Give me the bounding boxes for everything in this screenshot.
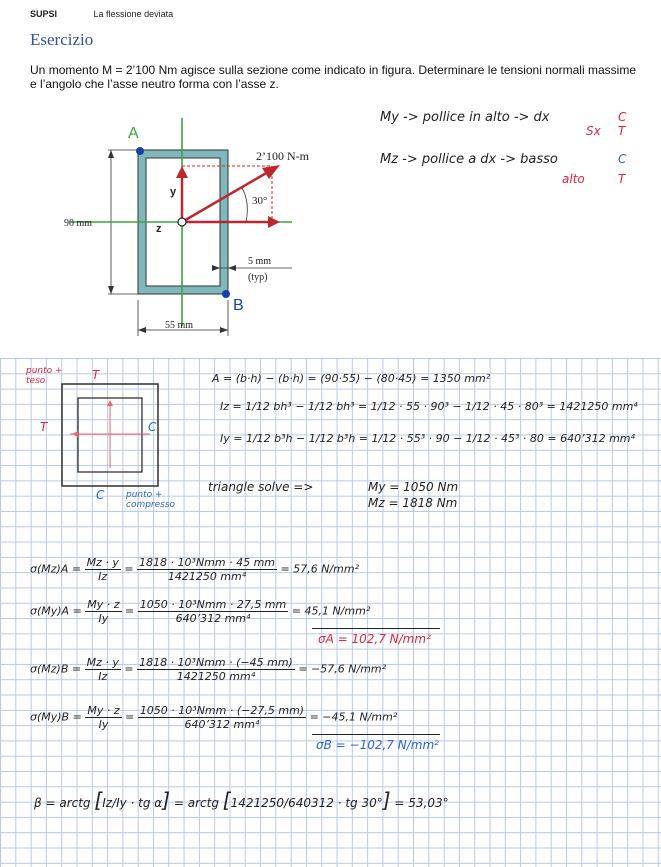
- axis-y-label: y: [170, 186, 177, 198]
- height-label: 90 mm: [64, 218, 93, 229]
- stress-row-1: σ(Mz)A = $\frac{Mz \cdot y}{Iz}$ = $\frac{\text{1818 · 10³Nmm · 45 mm}}{\text{1421250 mm⁴}}$ = 57,6 N/mm²: [30, 556, 359, 583]
- label-b: B: [233, 297, 244, 314]
- page-title: Esercizio: [30, 30, 94, 49]
- sum-line-a: [312, 628, 440, 629]
- stress-row-3: σ(Mz)B = $\frac{Mz \cdot y}{Iz}$ = $\frac{\text{1818 · 10³Nmm · (−45 mm)}}{\text{1421250 mm⁴}}$ = −57,6 N/mm²: [30, 656, 387, 683]
- sketch-c-right: C: [148, 420, 157, 434]
- thickness-label: 5 mm: [248, 256, 272, 267]
- grid-paper: [0, 358, 661, 867]
- moment-label: 2’100 N-m: [256, 149, 309, 163]
- calc-my: My = 1050 Nm: [368, 480, 459, 494]
- sigma-a-result: σA = 102,7 N/mm²: [318, 632, 431, 646]
- sketch-c-bottom: C: [96, 488, 105, 502]
- note-my-rule: My -> pollice in alto -> dx: [380, 110, 550, 125]
- note-mz-c: C: [618, 152, 627, 166]
- calc-iz: Iz = 1/12 bh³ − 1/12 bh³ = 1/12 · 55 · 90³ − 1/12 · 45 · 80³ = 1421250 mm⁴: [220, 400, 638, 413]
- sketch-t-top: T: [92, 368, 100, 382]
- calc-triangle: triangle solve =>: [208, 480, 314, 494]
- header-org: SUPSI: [30, 9, 58, 19]
- stress-row-2: σ(My)A = $\frac{My \cdot z}{Iy}$ = $\frac{\text{1050 · 10³Nmm · 27,5 mm}}{\text{640’312 mm⁴}}$ = 45,1 N/mm²: [30, 598, 371, 625]
- angle-label: 30°: [252, 195, 268, 207]
- width-label: 55 mm: [165, 320, 194, 331]
- label-a: A: [128, 125, 139, 142]
- sum-line-b: [312, 734, 440, 735]
- calc-mz: Mz = 1818 Nm: [368, 496, 458, 510]
- note-mz-alto: alto: [562, 172, 585, 186]
- header-subtitle: La flessione deviata: [93, 9, 174, 19]
- calc-iy: Iy = 1/12 b³h − 1/12 b³h = 1/12 · 55³ · 90 − 1/12 · 45³ · 80 = 640’312 mm⁴: [220, 432, 635, 445]
- sketch-punto-compresso: punto + compresso: [126, 490, 176, 510]
- calc-area: A = (b·h) − (b·h) = (90·55) − (80·45) = 1350 mm²: [212, 372, 491, 385]
- note-my-t: T: [618, 124, 626, 138]
- sigma-b-result: σB = −102,7 N/mm²: [316, 738, 439, 752]
- sketch-t-left: T: [40, 420, 48, 434]
- page-header: [30, 9, 173, 19]
- note-my-sx: Sx: [586, 124, 601, 138]
- beta-row: β = arctg [Iz/Iy · tg α] = arctg [1421250/640312 · tg 30°] = 53,03°: [34, 788, 449, 812]
- note-mz-t: T: [618, 172, 626, 186]
- note-my-c: C: [618, 110, 627, 124]
- stress-row-4: σ(My)B = $\frac{My \cdot z}{Iy}$ = $\frac{\text{1050 · 10³Nmm · (−27,5 mm)}}{\text{640’312 mm⁴}}$ = −45,1 N/mm²: [30, 704, 398, 731]
- note-mz-rule: Mz -> pollice a dx -> basso: [380, 152, 558, 167]
- problem-text: Un momento M = 2’100 Nm agisce sulla sezione come indicato in figura. Determinare le tensioni normali massime e l’angolo che l’asse neutro forma con l’asse z.: [30, 63, 636, 91]
- sketch-punto-teso: punto + teso: [26, 366, 63, 386]
- typ-label: (typ): [248, 272, 268, 283]
- axis-z-label: z: [156, 223, 162, 235]
- section-figure: [60, 118, 310, 343]
